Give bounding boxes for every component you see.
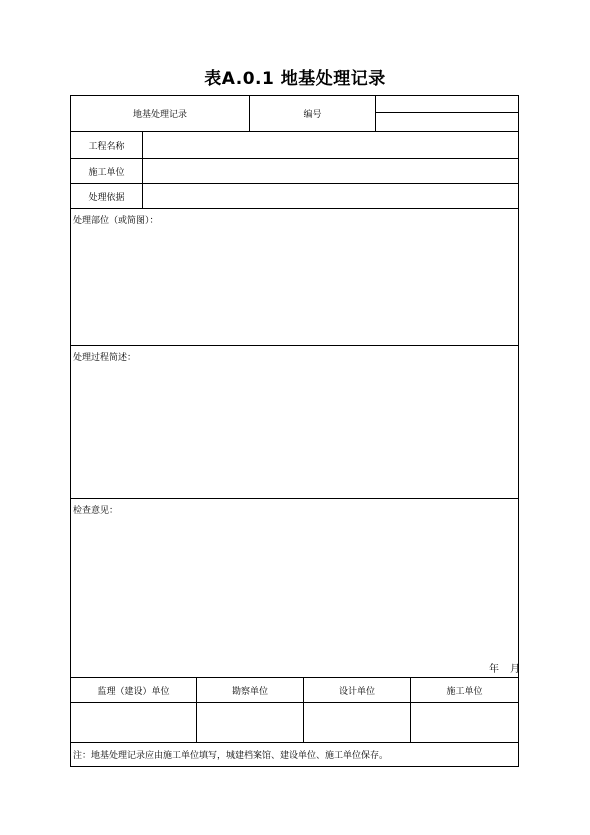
location-label: 处理部位（或简图）： bbox=[73, 216, 159, 226]
basis-field[interactable] bbox=[143, 184, 518, 208]
construction-unit-label: 施工单位 bbox=[446, 686, 483, 697]
form-title: 表A.0.1 地基处理记录 bbox=[204, 69, 386, 89]
project-name-label: 工程名称 bbox=[88, 141, 125, 152]
month-label: 月 bbox=[510, 664, 520, 675]
year-label: 年 bbox=[489, 664, 499, 675]
contractor-label: 施工单位 bbox=[88, 167, 125, 178]
location-section[interactable] bbox=[71, 209, 518, 345]
construction-signature-field[interactable] bbox=[411, 703, 518, 742]
design-unit-label: 设计单位 bbox=[338, 686, 375, 697]
inspection-label: 检查意见： bbox=[73, 506, 119, 516]
record-name-cell: 地基处理记录 bbox=[132, 110, 187, 120]
survey-signature-field[interactable] bbox=[197, 703, 303, 742]
process-label: 处理过程简述： bbox=[73, 353, 137, 363]
number-label: 编号 bbox=[303, 110, 322, 120]
project-name-field[interactable] bbox=[143, 132, 518, 158]
contractor-field[interactable] bbox=[143, 159, 518, 183]
process-section[interactable] bbox=[71, 346, 518, 498]
design-signature-field[interactable] bbox=[304, 703, 410, 742]
number-field-1[interactable] bbox=[376, 96, 518, 112]
inspection-section[interactable] bbox=[71, 499, 518, 677]
survey-unit-label: 勘察单位 bbox=[231, 686, 268, 697]
number-field-2[interactable] bbox=[376, 113, 518, 131]
supervision-signature-field[interactable] bbox=[71, 703, 196, 742]
footer-note: 注：地基处理记录应由施工单位填写，城建档案馆、建设单位、施工单位保存。 bbox=[73, 751, 389, 761]
basis-label: 处理依据 bbox=[88, 192, 125, 203]
supervision-unit-label: 监理（建设）单位 bbox=[97, 686, 170, 697]
